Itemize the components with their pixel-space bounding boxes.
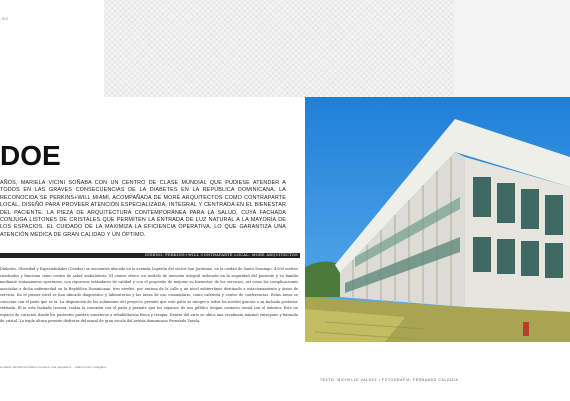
page-number: ·52 [0, 16, 9, 21]
building-photo [305, 97, 570, 342]
footnote: al diseño del Mármol Marmo mariano; una pequeña a ... Marmol Gris; arcaglavo [0, 365, 107, 369]
article-intro: AÑOS, MARIELA VICINI SOÑABA CON UN CENTRO DE CLASE MUNDIAL QUE PUDIESE ATENDER A TODOS EN LAS GRAVES CONSECUENCIAS DE LA DIABETES EN LA REPÚBLICA DOMINICANA. LA RECONOCIDA SE PERKINS+WILL MIAMI, ACOMPAÑADA DE MORÉ ARQUITECTOS COMO CONTRAPARTE LOCAL, DISEÑÓ PARA PROVEER ATENCIÓN ESPECIALIZADA, INTEGRAL Y CENTRADA EN EL BIENESTAR DEL PACIENTE. LA PIEZA DE ARQUITECTURA CONTEMPORÁNEA PARA LA SALUD, CUYA FACHADA CONJUGA LISTONES DE CRISTALES QUE PERMITEN LA ENTRADA DE LUZ NATURAL A LA MAYORÍA DE LOS ESPACIOS. EL CUIDADO DE LA MAXIMIZA LA EFICIENCIA OPERATIVA, LO QUE GARANTIZA UNA ATENCIÓN MÉDICA DE GRAN CALIDAD Y UN ÓPTIMO. [0, 180, 286, 238]
hatched-header-panel [104, 0, 454, 97]
header-panel-right [454, 0, 570, 97]
article-body: Diabetes, Obesidad y Especialidades (Cendoe) se encuentra ubicado en la avenida Luperón del sector San Jerónimo, en la ciudad de Santo Domingo. 4,000 metros cuadrados y funciona como centro de salud ambulatorio. El centro ofrece un modelo de atención integral enfocado en la seguridad del paciente y su familia mediante tratamientos oportunos, con rigurosos estándares de calidad y con el propósito de mejorar su bienestar. de los servicios, así como las complicaciones asociadas a dicha enfermedad en la República Dominicana. tres niveles: por encima de la calle y un nivel subterráneo destinado a estacionamiento y áreas de servicio. En el primer nivel se han ubicado diagnóstico y laboratorios y las áreas de uso comunitario, como cafetería y centro de conferencias. Estas áreas se conectan con el patio que se la. La disposición de los volúmenes del proyecto permite que este patio se integre a todos los niveles gracias a su fachada posterior vidriada. El ia esta fachada trasera, realza la conexión con el patio y permite que los espacios de uso público tengan contacto visual con el exterior. Este un espacio de curación donde los pacientes pueden someterse a rehabilitación física y terapia. Dentro del atrio se ubica una escalinata mármol entrepaño y baranda de cristal. La triple altura permite disfrutar del mural de gran escala del artista dominicano Fernando Varela. [0, 267, 298, 323]
design-caption: DISEÑO: PERKINS+WILL CONTRAPARTE LOCAL: MORÉ ARQUITECTOS [145, 253, 298, 257]
building-illustration [305, 97, 570, 342]
article-title: DOE [0, 140, 61, 171]
photo-credits: TEXTO: MICHELLE VALDEZ • FOTOGRAFÍA: FERNANDO CALZADA [320, 378, 459, 382]
